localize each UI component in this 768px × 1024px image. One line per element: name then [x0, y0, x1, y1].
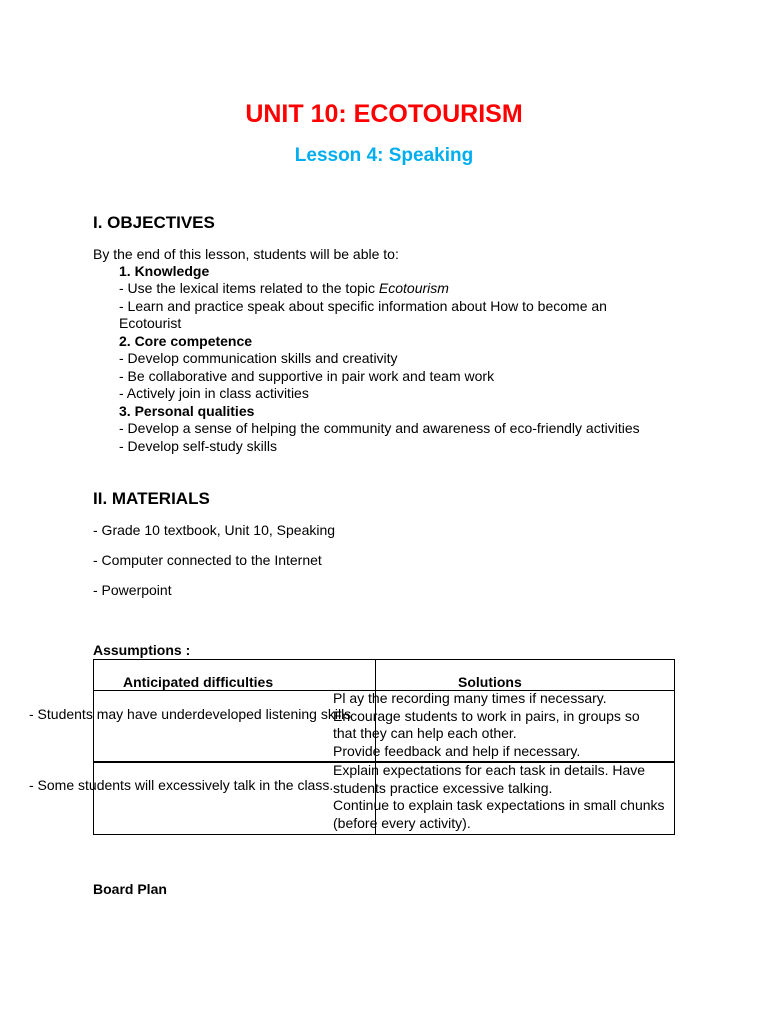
solution-line: Encourage students to work in pairs, in groups so: [333, 708, 640, 724]
solution-line: Explain expectations for each task in details. Have: [333, 762, 646, 778]
assumptions-heading: Assumptions :: [93, 642, 191, 658]
personal-item: - Develop a sense of helping the community and awareness of eco-friendly activities: [119, 420, 640, 436]
personal-heading: 3. Personal qualities: [119, 403, 255, 419]
objectives-heading: I. OBJECTIVES: [93, 213, 215, 232]
solution-line: that they can help each other.: [333, 725, 517, 741]
solution-line: (before every activity).: [333, 815, 471, 831]
solution-line: Provide feedback and help if necessary.: [333, 743, 581, 759]
column-header-solutions: Solutions: [458, 674, 522, 690]
knowledge-item: [119, 280, 449, 297]
board-plan-heading: Board Plan: [93, 881, 167, 897]
knowledge-heading: 1. Knowledge: [119, 263, 210, 279]
unit-title: UNIT 10: ECOTOURISM: [245, 100, 523, 128]
knowledge-item-text: - Use the lexical items related to the topic: [119, 280, 379, 296]
topic-italic: Ecotourism: [378, 280, 449, 296]
difficulty-cell: - Students may have underdeveloped listening skills: [29, 706, 352, 722]
core-item: - Be collaborative and supportive in pair work and team work: [119, 368, 495, 384]
lesson-subtitle: Lesson 4: Speaking: [294, 145, 474, 166]
core-heading: 2. Core competence: [119, 333, 253, 349]
solution-line: Continue to explain task expectations in small chunks: [333, 797, 665, 813]
material-item: - Powerpoint: [93, 582, 172, 598]
knowledge-item-continued: Ecotourist: [119, 315, 182, 331]
objectives-intro: By the end of this lesson, students will be able to:: [93, 246, 399, 262]
solution-line: Pl ay the recording many times if necessary.: [333, 690, 607, 706]
core-item: - Actively join in class activities: [119, 385, 309, 401]
material-item: - Grade 10 textbook, Unit 10, Speaking: [93, 522, 336, 538]
solution-line: students practice excessive talking.: [333, 780, 553, 796]
core-item: - Develop communication skills and creativity: [119, 350, 398, 366]
difficulty-cell: - Some students will excessively talk in the class.: [29, 777, 334, 793]
personal-item: - Develop self-study skills: [119, 438, 277, 454]
materials-heading: II. MATERIALS: [93, 489, 210, 508]
material-item: - Computer connected to the Internet: [93, 552, 322, 568]
column-header-difficulties: Anticipated difficulties: [123, 674, 274, 690]
knowledge-item: - Learn and practice speak about specific information about How to become an: [119, 298, 607, 314]
